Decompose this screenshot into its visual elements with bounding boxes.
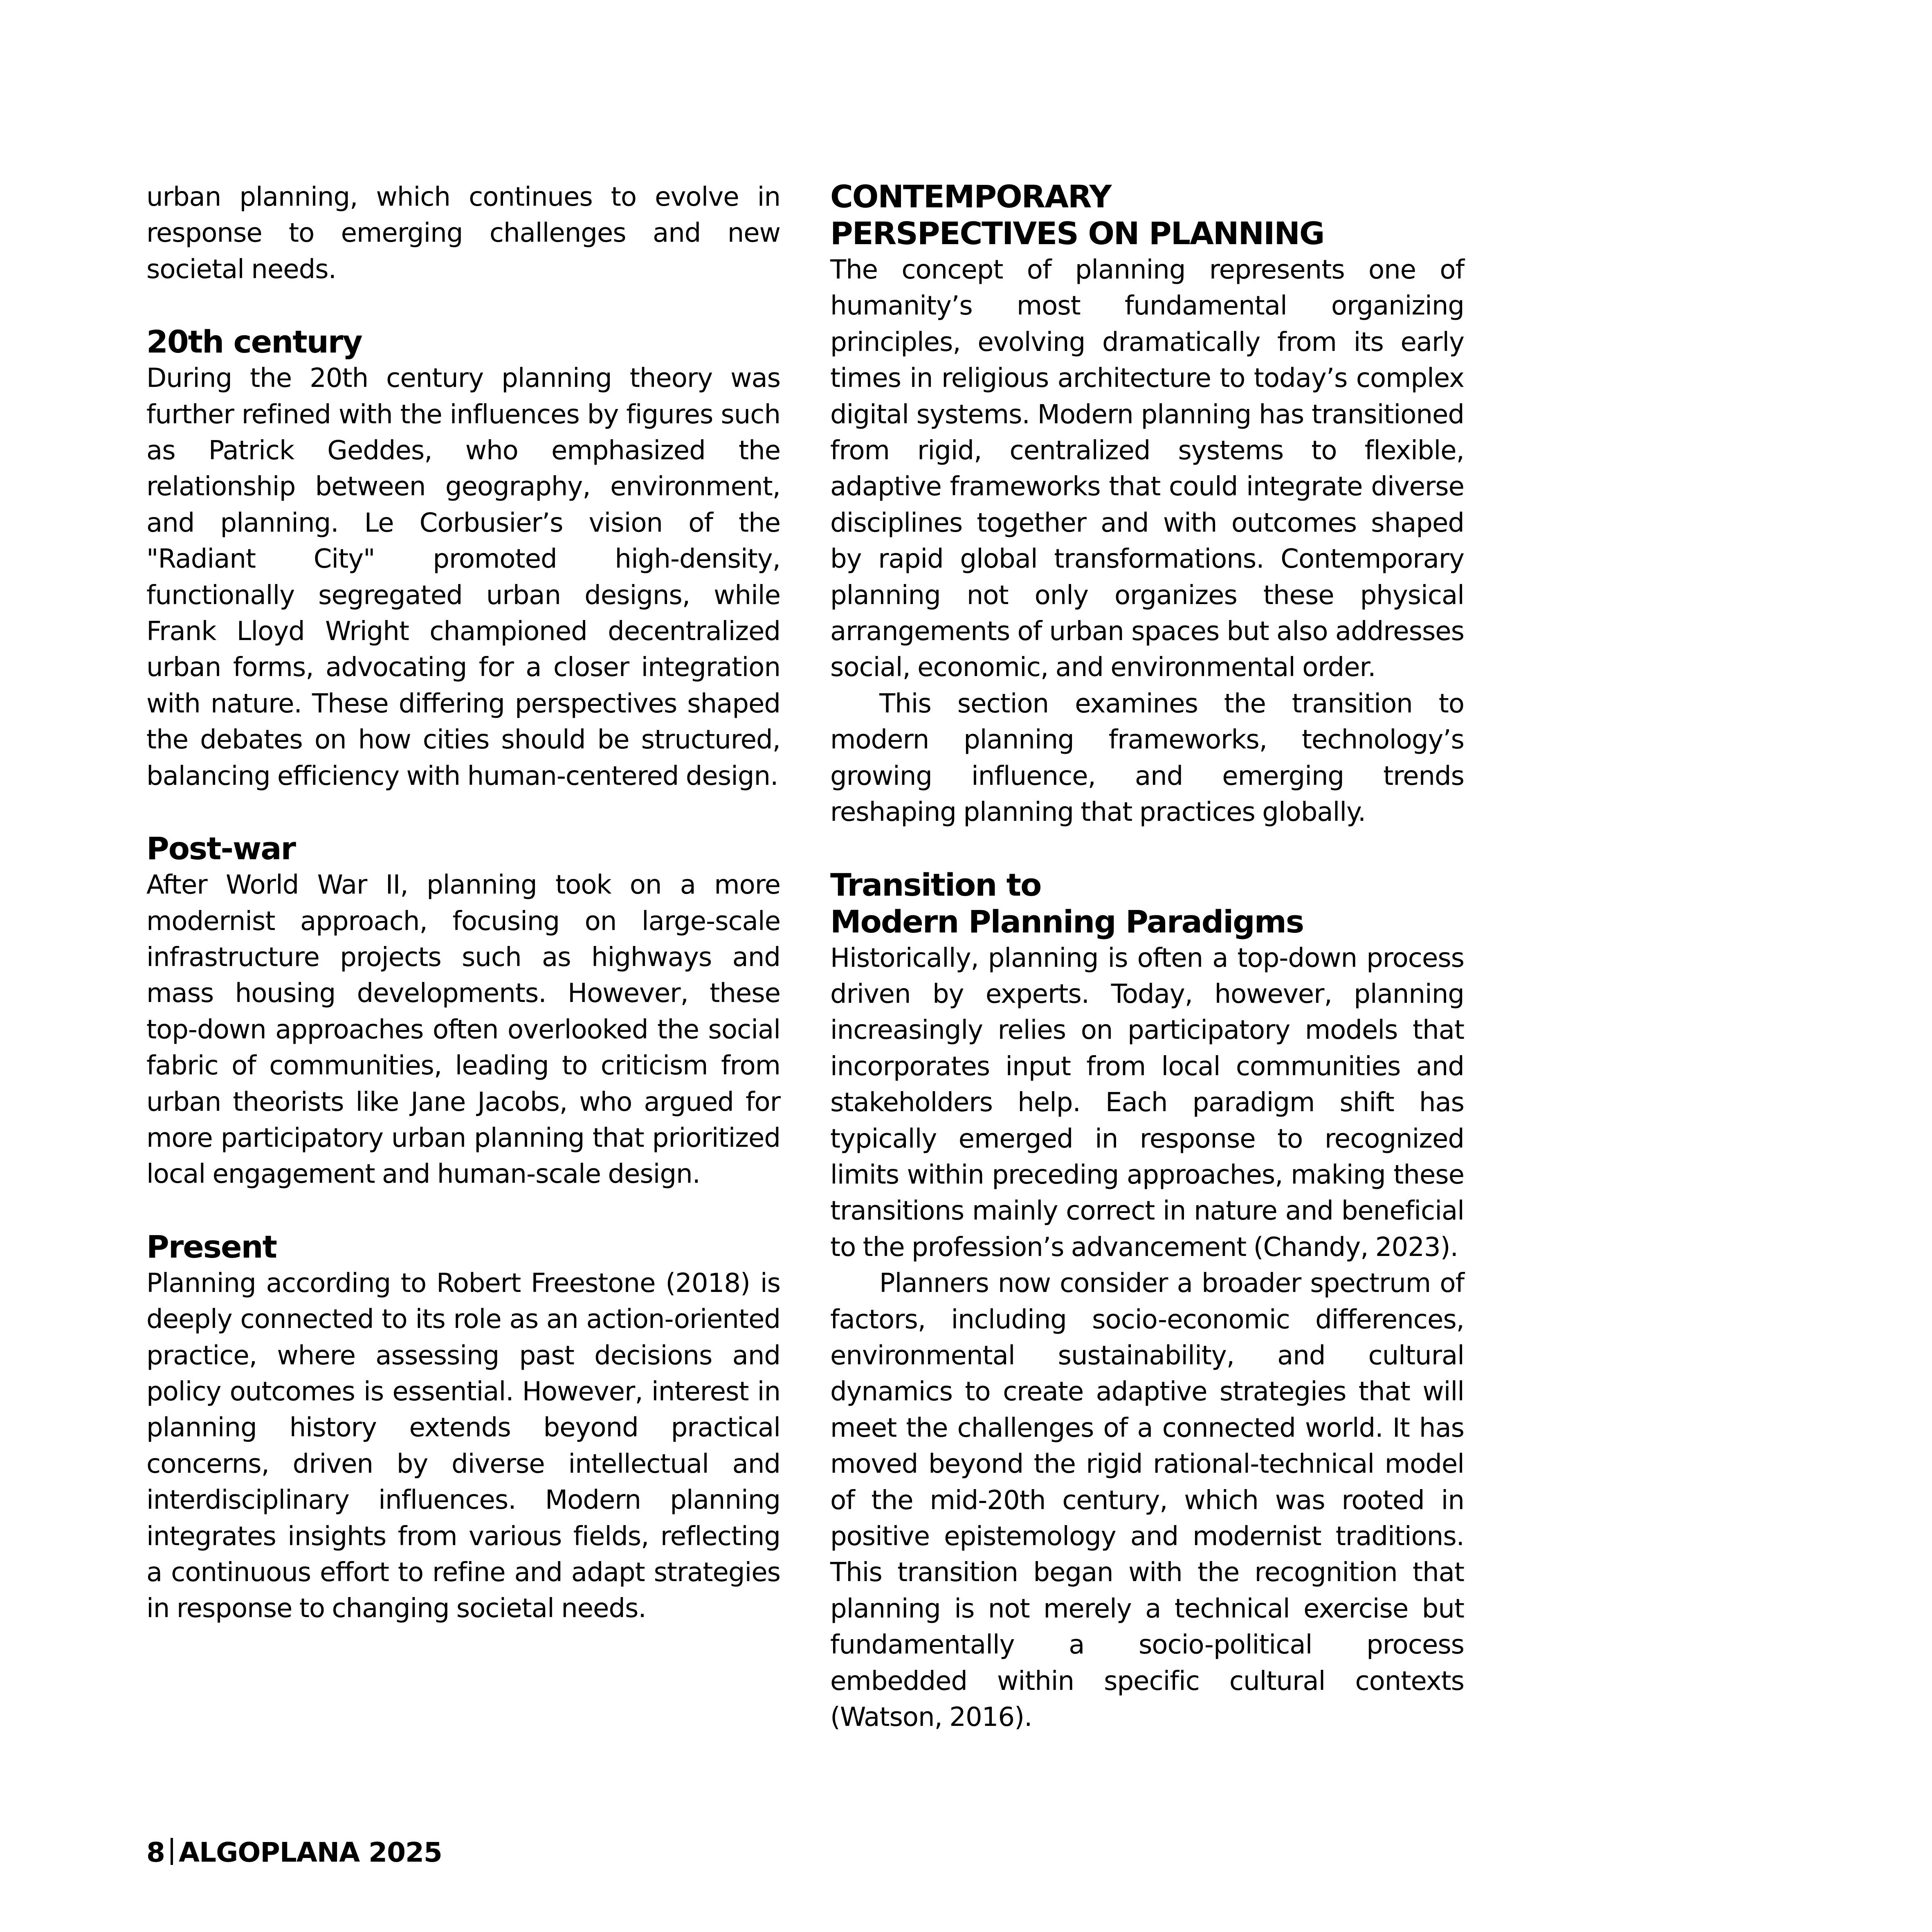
page-number: 8 [146,1837,165,1868]
section-spacer [830,831,1464,867]
continuation-paragraph: urban planning, which continues to evolve in response to emerging challenges and new societal needs. [146,182,780,285]
page-footer [146,1836,442,1869]
right-column [830,178,1464,1735]
heading-post-war: Post-war [146,830,295,867]
paragraph-transition-planners: Planners now consider a broader spectrum of factors, including socio-economic differences, environmental sustainability, and cultural dynamics to create adaptive strategies that will meet the challenges of a connected world. It has moved beyond the rigid rational-technical model of the mid-20th century, which was rooted in positive epistemology and modernist traditions. This transition began with the recognition that planning is not merely a technical exercise but fundamentally a socio-political process embedded within specific cultural contexts (Watson, 2016). [830,1268,1464,1733]
paragraph-contemporary-section-overview: This section examines the transition to modern planning frameworks, technology’s growing influence, and emerging trends reshaping planning that practices globally. [830,688,1464,828]
heading-transition-paradigms [830,867,1464,940]
heading-line: CONTEMPORARY [830,178,1111,215]
heading-line: Modern Planning Paradigms [830,903,1304,940]
paragraph-20th-century: During the 20th century planning theory was further refined with the influences by figures such as Patrick Geddes, who emphasized the relationship between geography, environment, and planning. Le Corbusier’s vision of the "Radiant City" promoted high-density, functionally segregated urban designs, while Frank Lloyd Wright championed decentralized urban forms, advocating for a closer integration with nature. These differing perspectives shaped the debates on how cities should be structured, balancing efficiency with human-centered design. [146,363,780,791]
heading-20th-century: 20th century [146,323,362,360]
heading-line: PERSPECTIVES ON PLANNING [830,215,1324,252]
section-spacer [146,794,780,830]
left-column [146,179,780,1627]
paragraph-present: Planning according to Robert Freestone (2018) is deeply connected to its role as an action-oriented practice, where assessing past decisions and policy outcomes is essential. However, interest in planning history extends beyond practical concerns, driven by diverse intellectual and interdisciplinary influences. Modern planning integrates insights from various fields, reflecting a continuous effort to refine and adapt strategies in response to changing societal needs. [146,1268,780,1624]
paragraph-post-war: After World War II, planning took on a more modernist approach, focusing on large-scale infrastructure projects such as highways and mass housing developments. However, these top-down approaches often overlooked the social fabric of communities, leading to criticism from urban theorists like Jane Jacobs, who argued for more participatory urban planning that prioritized local engagement and human-scale design. [146,870,780,1190]
heading-present: Present [146,1228,276,1265]
section-spacer [146,288,780,323]
paragraph-contemporary-intro: The concept of planning represents one of humanity’s most fundamental organizing principles, evolving dramatically from its early times in religious architecture to today’s complex digital systems. Modern planning has transitioned from rigid, centralized systems to flexible, adaptive frameworks that could integrate diverse disciplines together and with outcomes shaped by rapid global transformations. Contemporary planning not only organizes these physical arrangements of urban spaces but also addresses social, economic, and environmental order. [830,255,1464,683]
paragraph-transition-history: Historically, planning is often a top-down process driven by experts. Today, however, planning increasingly relies on participatory models that incorporates input from local communities and stakeholders help. Each paradigm shift has typically emerged in response to recognized limits within preceding approaches, making these transitions mainly correct in nature and beneficial to the profession’s advancement (Chandy, 2023). [830,943,1464,1263]
publication-title: ALGOPLANA 2025 [178,1837,442,1868]
heading-line: Transition to [830,866,1041,903]
section-spacer [146,1193,780,1229]
footer-divider [171,1838,173,1865]
heading-contemporary-perspectives [830,178,1464,252]
